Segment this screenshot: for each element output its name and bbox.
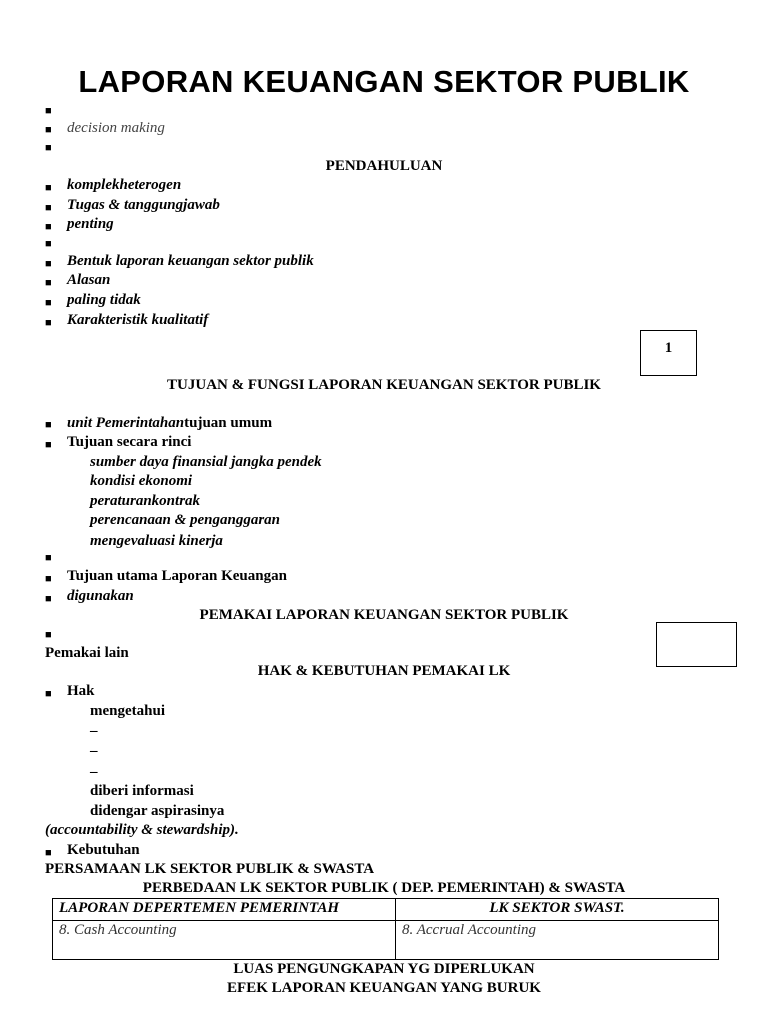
section-heading-pemakai: PEMAKAI LAPORAN KEUANGAN SEKTOR PUBLIK [199, 607, 569, 623]
pendahuluan-item: Alasan [67, 272, 111, 288]
hak-didengar: didengar aspirasinya [90, 803, 225, 819]
intro-decision-making: decision making [67, 120, 165, 136]
section-heading-pendahuluan: PENDAHULUAN [325, 158, 443, 174]
pendahuluan-item: Karakteristik kualitatif [67, 312, 209, 328]
comparison-table [52, 898, 719, 960]
bullet-icon: ■ [45, 105, 52, 117]
bullet-icon: ■ [45, 297, 52, 309]
section-heading-perbedaan: PERBEDAAN LK SEKTOR PUBLIK ( DEP. PEMERINTAH) & SWASTA [142, 880, 626, 896]
bullet-icon: ■ [45, 439, 52, 451]
bullet-icon: ■ [45, 182, 52, 194]
pendahuluan-item: Bentuk laporan keuangan sektor publik [67, 253, 314, 269]
bullet-icon: ■ [45, 258, 52, 270]
page-number-box [640, 330, 697, 376]
table-header: LAPORAN DEPERTEMEN PEMERINTAH [53, 899, 396, 921]
tujuan-item-rest: tujuan umum [184, 415, 273, 431]
section-heading-efek: EFEK LAPORAN KEUANGAN YANG BURUK [227, 980, 541, 996]
bullet-icon: ■ [45, 629, 52, 641]
pendahuluan-item: komplekheterogen [67, 177, 182, 193]
bullet-icon: ■ [45, 142, 52, 154]
page-number: 1 [664, 340, 673, 356]
bullet-icon: ■ [45, 847, 52, 859]
bullet-icon: ■ [45, 688, 52, 700]
tujuan-item-digunakan: digunakan [67, 588, 134, 604]
tujuan-item-rinci: Tujuan secara rinci [67, 434, 192, 450]
bullet-icon: ■ [45, 277, 52, 289]
hak-dash: – [90, 723, 98, 739]
table-header-row [53, 899, 719, 921]
tujuan-sub-item: peraturankontrak [90, 493, 201, 509]
pemakai-lain: Pemakai lain [45, 645, 129, 661]
hak-label: Hak [67, 683, 95, 699]
hak-dash: – [90, 764, 98, 780]
pendahuluan-item: penting [67, 216, 114, 232]
tujuan-item-utama: Tujuan utama Laporan Keuangan [67, 568, 287, 584]
section-heading-luas: LUAS PENGUNGKAPAN YG DIPERLUKAN [233, 961, 535, 977]
tujuan-sub-item: sumber daya finansial jangka pendek [90, 454, 322, 470]
hak-dash: – [90, 743, 98, 759]
kebutuhan-label: Kebutuhan [67, 842, 140, 858]
tujuan-item-italic: unit Pemerintahan [67, 415, 185, 431]
tujuan-sub-item: kondisi ekonomi [90, 473, 193, 489]
pendahuluan-item: Tugas & tanggungjawab [67, 197, 220, 213]
persamaan-heading: PERSAMAAN LK SEKTOR PUBLIK & SWASTA [45, 861, 375, 877]
empty-box [656, 622, 737, 667]
bullet-icon: ■ [45, 124, 52, 136]
accountability-note: (accountability & stewardship). [45, 822, 239, 838]
hak-diberi-informasi: diberi informasi [90, 783, 194, 799]
bullet-icon: ■ [45, 419, 52, 431]
table-header: LK SEKTOR SWAST. [396, 899, 719, 921]
bullet-icon: ■ [45, 573, 52, 585]
hak-mengetahui: mengetahui [90, 703, 165, 719]
bullet-icon: ■ [45, 238, 52, 250]
bullet-icon: ■ [45, 552, 52, 564]
section-heading-tujuan: TUJUAN & FUNGSI LAPORAN KEUANGAN SEKTOR PUBLIK [167, 377, 601, 393]
section-heading-hak: HAK & KEBUTUHAN PEMAKAI LK [257, 663, 511, 679]
table-row [53, 921, 719, 960]
tujuan-item-unit-pemerintahan [67, 415, 272, 432]
page-title: LAPORAN KEUANGAN SEKTOR PUBLIK [78, 64, 690, 99]
table-cell: 8. Accrual Accounting [396, 921, 719, 960]
bullet-icon: ■ [45, 202, 52, 214]
bullet-icon: ■ [45, 221, 52, 233]
pendahuluan-item: paling tidak [67, 292, 141, 308]
tujuan-sub-item: mengevaluasi kinerja [90, 533, 223, 549]
table-cell: 8. Cash Accounting [53, 921, 396, 960]
bullet-icon: ■ [45, 317, 52, 329]
tujuan-sub-item: perencanaan & penganggaran [90, 512, 281, 528]
bullet-icon: ■ [45, 593, 52, 605]
